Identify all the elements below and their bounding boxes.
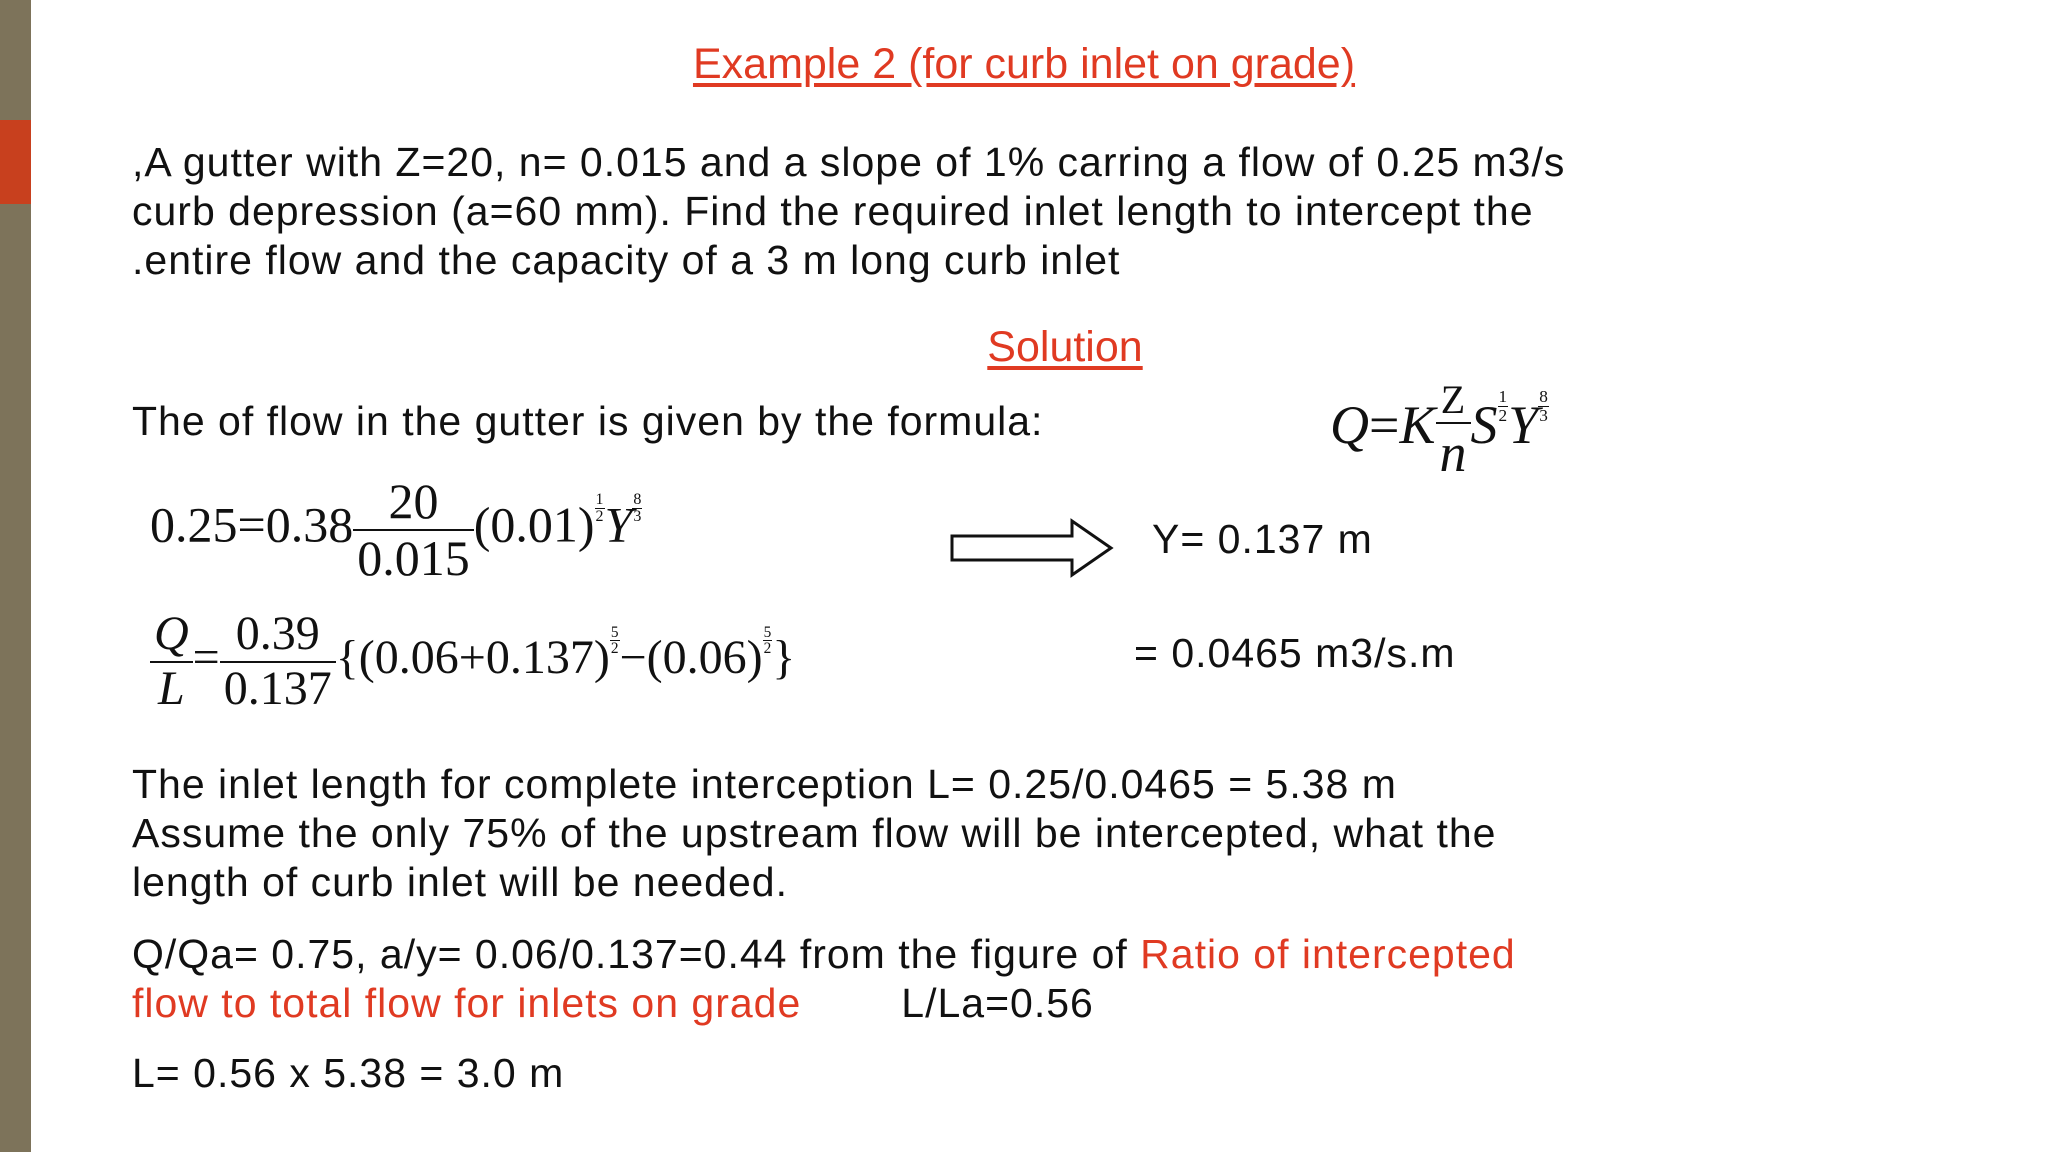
equation-term: (0.01)	[473, 496, 595, 553]
exponent-numerator: 5	[610, 623, 619, 641]
equation-term: (0.06)	[646, 630, 763, 684]
figure-reference: flow to total flow for inlets on grade	[132, 980, 802, 1026]
ratio-result: L/La=0.56	[901, 980, 1094, 1026]
formula-exponent	[1498, 388, 1509, 424]
exponent-denominator: 3	[1539, 405, 1548, 425]
formula-symbol: Y	[1508, 395, 1539, 456]
exponent-denominator: 2	[595, 507, 604, 525]
equation-term: {(0.06+0.137)	[335, 630, 610, 684]
exponent-denominator: 2	[1498, 405, 1508, 425]
final-result: L= 0.56 x 5.38 = 3.0 m	[132, 1050, 565, 1096]
ratio-paragraph	[132, 930, 1516, 1028]
fraction-numerator: 20	[353, 474, 474, 531]
equation-exponent	[595, 492, 605, 525]
fraction-denominator: 0.015	[357, 530, 470, 586]
equation-term: }	[772, 630, 796, 684]
exponent-denominator: 2	[610, 639, 619, 657]
fraction-denominator: L	[157, 661, 185, 715]
fraction-denominator: 0.137	[223, 661, 332, 715]
paragraph-line	[132, 979, 1516, 1028]
equation-fraction	[220, 608, 336, 716]
formula-exponent	[1538, 388, 1549, 424]
equation-fraction	[150, 608, 193, 716]
gutter-flow-formula	[1330, 378, 1549, 483]
exponent-denominator: 2	[763, 639, 772, 657]
equation-exponent	[610, 625, 620, 657]
right-arrow-icon	[950, 518, 1115, 578]
equation-term: 0.38	[265, 496, 354, 553]
paragraph-line: Assume the only 75% of the upstream flow will be intercepted, what the	[132, 810, 1497, 856]
slide-title: Example 2 (for curb inlet on grade)	[692, 40, 1356, 88]
problem-statement	[132, 138, 1565, 285]
equation-term: Y	[604, 496, 633, 553]
paragraph-line	[132, 930, 1516, 979]
formula-symbol: Q	[1330, 395, 1369, 456]
exponent-numerator: 1	[1498, 387, 1508, 407]
fraction-numerator: Z	[1436, 378, 1471, 424]
exponent-numerator: 8	[1539, 387, 1548, 407]
exponent-denominator: 3	[633, 507, 642, 525]
equation-fraction	[353, 474, 474, 586]
problem-line: .entire flow and the capacity of a 3 m long curb inlet	[132, 237, 1121, 283]
fraction-denominator: n	[1439, 423, 1467, 483]
equation-term: =	[192, 630, 220, 684]
equation-capacity	[150, 608, 795, 716]
ratio-text: Q/Qa= 0.75, a/y= 0.06/0.137=0.44 from the figure of	[132, 931, 1141, 977]
formula-fraction	[1436, 378, 1471, 483]
equation-depth	[150, 474, 642, 586]
paragraph-line: The inlet length for complete interception L= 0.25/0.0465 = 5.38 m	[132, 761, 1397, 807]
problem-line: curb depression (a=60 mm). Find the required inlet length to intercept the	[132, 188, 1534, 234]
formula-intro: The of flow in the gutter is given by the formula:	[132, 398, 1044, 444]
equation-term: 0.25	[150, 496, 238, 553]
equation-exponent	[632, 492, 642, 525]
equation-term: =	[237, 496, 266, 553]
length-calculation	[132, 760, 1496, 907]
fraction-numerator: 0.39	[220, 608, 336, 663]
equation-exponent	[763, 625, 773, 657]
exponent-numerator: 1	[595, 490, 604, 508]
exponent-numerator: 5	[763, 623, 772, 641]
formula-symbol: K	[1399, 395, 1436, 456]
figure-reference: Ratio of intercepted	[1140, 931, 1516, 977]
slide-sidebar-accent	[0, 120, 31, 204]
formula-symbol: =	[1369, 395, 1400, 456]
capacity-result: = 0.0465 m3/s.m	[1134, 630, 1456, 676]
fraction-numerator: Q	[150, 608, 193, 663]
solution-heading: Solution	[987, 323, 1143, 371]
depth-result: Y= 0.137 m	[1152, 516, 1373, 562]
exponent-numerator: 8	[633, 490, 642, 508]
paragraph-line: length of curb inlet will be needed.	[132, 859, 788, 905]
equation-term: −	[619, 630, 647, 684]
problem-line: ,A gutter with Z=20, n= 0.015 and a slope of 1% carring a flow of 0.25 m3/s	[132, 139, 1566, 185]
formula-symbol: S	[1470, 395, 1498, 456]
